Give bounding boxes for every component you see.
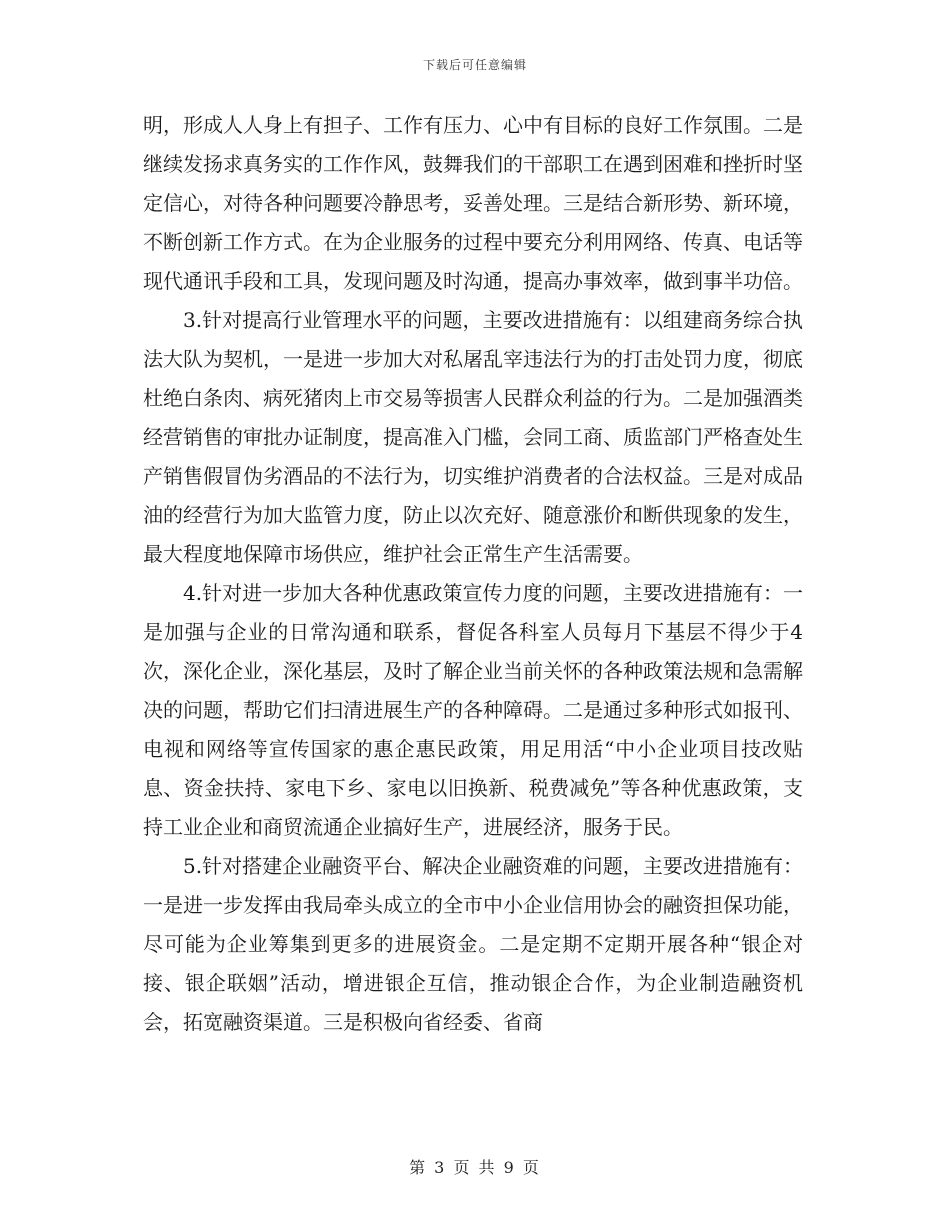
paragraph-item-3: 3.针对提高行业管理水平的问题，主要改进措施有：以组建商务综合执法大队为契机，一是进一步加大对私屠乱宰违法行为的打击处罚力度，彻底杜绝白条肉、病死猪肉上市交易等损害人民群众利益的行为。二是加强酒类经营销售的审批办证制度，提高准入门槛，会同工商、质监部门严格查处生产销售假冒伪劣酒品的不法行为，切实维护消费者的合法权益。三是对成品油的经营行为加大监管力度，防止以次充好、随意涨价和断供现象的发生，最大程度地保障市场供应，维护社会正常生产生活需要。 bbox=[143, 308, 803, 566]
paragraph-item-5: 5.针对搭建企业融资平台、解决企业融资难的问题，主要改进措施有：一是进一步发挥由我局牵头成立的全市中小企业信用协会的融资担保功能，尽可能为企业筹集到更多的进展资金。二是定期不定期开展各种“银企对接、银企联姻”活动，增进银企互信，推动银企合作，为企业制造融资机会，拓宽融资渠道。三是积极向省经委、省商 bbox=[143, 854, 803, 1034]
paragraph-continuation: 明，形成人人身上有担子、工作有压力、心中有目标的良好工作氛围。二是继续发扬求真务实的工作作风，鼓舞我们的干部职工在遇到困难和挫折时坚定信心，对待各种问题要冷静思考，妥善处理。三是结合新形势、新环境，不断创新工作方式。在为企业服务的过程中要充分利用网络、传真、电话等现代通讯手段和工具，发现问题及时沟通，提高办事效率，做到事半功倍。 bbox=[143, 113, 803, 293]
document-body bbox=[143, 106, 803, 1042]
paragraph-item-4: 4.针对进一步加大各种优惠政策宣传力度的问题，主要改进措施有：一是加强与企业的日常沟通和联系，督促各科室人员每月下基层不得少于4次，深化企业，深化基层，及时了解企业当前关怀的各种政策法规和急需解决的问题，帮助它们扫清进展生产的各种障碍。二是通过多种形式如报刊、电视和网络等宣传国家的惠企惠民政策，用足用活“中小企业项目技改贴息、资金扶持、家电下乡、家电以旧换新、税费减免”等各种优惠政策，支持工业企业和商贸流通企业搞好生产，进展经济，服务于民。 bbox=[143, 581, 803, 839]
page-footer: 第 3 页 共 9 页 bbox=[409, 1158, 541, 1177]
page-header: 下载后可任意编辑 bbox=[422, 58, 527, 72]
